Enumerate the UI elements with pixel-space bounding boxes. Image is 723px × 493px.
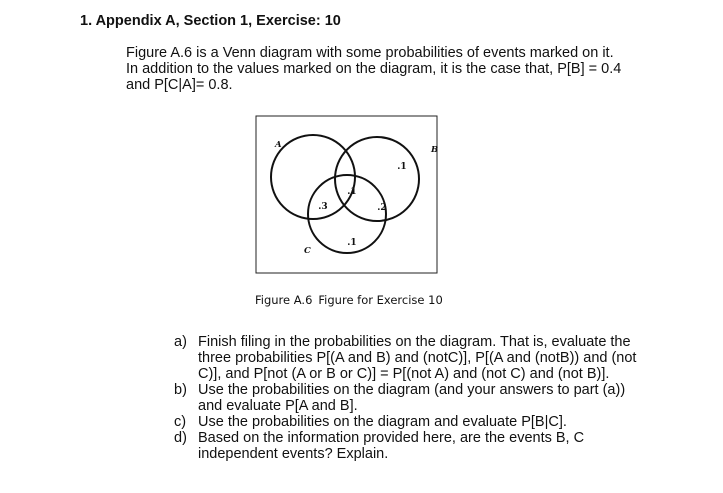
label-a: A [275,140,282,150]
question-d [174,430,674,462]
question-letter: b) [174,382,187,398]
circle-a [271,135,355,219]
figure-caption [255,293,443,307]
caption-number: Figure A.6 [255,293,313,307]
intro-line: Figure A.6 is a Venn diagram with some probabilities of events marked on it. [126,45,614,61]
value-a-b-c: .1 [347,187,357,197]
question-a [174,334,674,382]
question-line: Finish filing in the probabilities on the diagram. That is, evaluate the [198,334,631,350]
intro-paragraph [126,45,686,93]
value-c-only: .1 [347,238,357,248]
question-letter: c) [174,414,187,430]
intro-line: and P[C|A]= 0.8. [126,77,233,93]
question-line: Use the probabilities on the diagram (and your answers to part (a)) [198,382,626,398]
venn-diagram-figure [255,114,455,276]
label-c: C [304,246,311,256]
question-line: Use the probabilities on the diagram and evaluate P[B|C]. [198,414,567,430]
question-line: Based on the information provided here, are the events B, C [198,430,585,446]
intro-line: In addition to the values marked on the diagram, it is the case that, P[B] = 0.4 [126,61,622,77]
question-letter: a) [174,334,187,350]
label-b: B [431,145,439,155]
exercise-heading: 1. Appendix A, Section 1, Exercise: 10 [80,13,341,29]
question-line: three probabilities P[(A and B) and (notC)], P[(A and (notB)) and (not [198,350,637,366]
question-c [174,414,674,430]
question-line: and evaluate P[A and B]. [198,398,358,414]
question-b [174,382,674,414]
value-a-c-only: .3 [318,202,328,212]
question-letter: d) [174,430,187,446]
question-list [174,334,674,462]
venn-diagram [255,114,455,276]
value-b-only: .1 [397,162,407,172]
value-b-c-only: .2 [377,203,387,213]
caption-text: Figure for Exercise 10 [318,293,443,307]
question-line: independent events? Explain. [198,446,389,462]
question-line: C)], and P[not (A or B or C)] = P[(not A) and (not C) and (not B)]. [198,366,610,382]
